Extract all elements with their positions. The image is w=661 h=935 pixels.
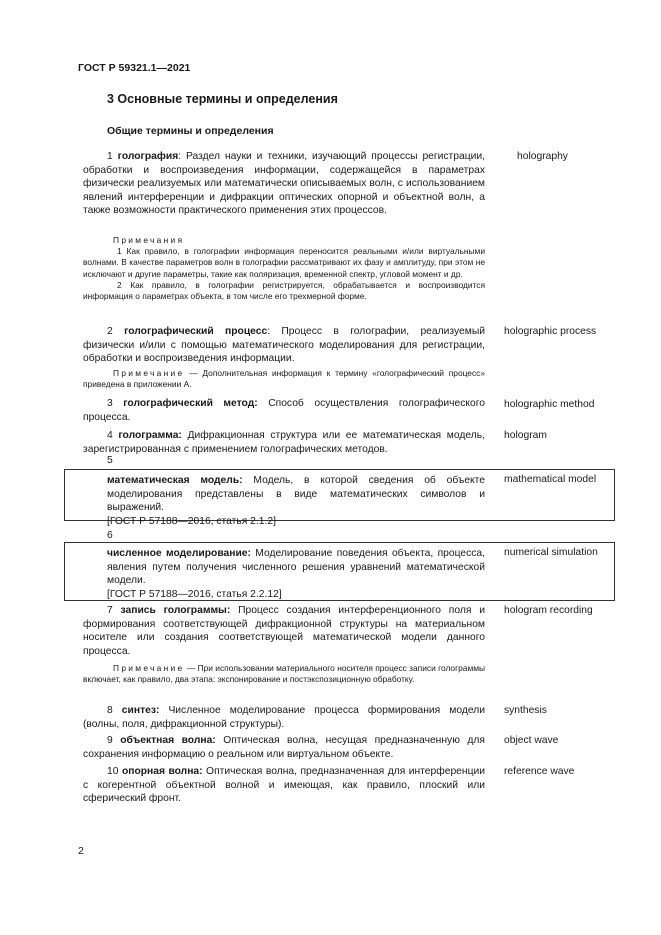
- page-number: 2: [78, 845, 84, 857]
- term-number: 8: [107, 705, 113, 716]
- term-1-english: holography: [517, 151, 568, 162]
- subsection-title: Общие термины и определения: [107, 125, 274, 137]
- term-1-definition: 1 голография: Раздел науки и техники, изучающий процессы регистрации, обработки и воспроизведения информации, содержащейся в параметрах физически реализуемых или математически описываемых волн, с использованием явлений интерференции и дифракции оптических опорной и объектной волн, а также возможности практического применения этих процессов.: [83, 151, 485, 217]
- note-term-7: Примечание — При использовании материального носителя процесс записи голограммы включает, как правило, два этапа: экспонирование и постэкспозиционную обработку.: [83, 663, 485, 685]
- term-name: запись голограммы:: [120, 605, 231, 616]
- term-text: Моделирование поведения объекта, процесса, явления путем получения численного решения уравнений математической модели.: [107, 548, 485, 587]
- term-name: голографический метод:: [123, 398, 258, 409]
- term-5-reference: [ГОСТ Р 57188—2016, статья 2.1.2]: [107, 515, 276, 527]
- term-text: Способ осуществления голографического процесса.: [83, 398, 485, 423]
- term-4-definition: [83, 429, 485, 456]
- term-8-definition: [83, 704, 485, 731]
- note-1: 1 Как правило, в голографии информация переносится реальными и/или виртуальными волнами. В качестве параметров волн в голографии рассматривают их фазу и амплитуду, при этом не исключают и другие параметры, такие как поляризация, временной спектр, угловой момент и др.: [83, 246, 485, 279]
- term-name: объектная волна:: [120, 735, 216, 746]
- term-10-definition: [83, 765, 485, 806]
- term-6-english: numerical simulation: [504, 547, 598, 558]
- term-name: голограмма:: [118, 430, 182, 441]
- notes-heading: Примечания: [113, 235, 185, 245]
- term-7-english: hologram recording: [504, 605, 593, 616]
- term-6-definition: [107, 547, 485, 601]
- term-2-definition: 2 голографический процесс: Процесс в голографии, реализуемый физически и/или с помощью математического моделирования для регистрации, обработки и воспроизведения информации.: [83, 326, 485, 365]
- term-name: математическая модель:: [107, 475, 243, 486]
- term-text: Оптическая волна, предназначенная для интерференции с когерентной объектной волной и имеющая, как правило, плоский или сферический фронт.: [83, 766, 485, 805]
- term-3-definition: [83, 397, 485, 424]
- note-2: 2 Как правило, в голографии регистрируется, обрабатывается и воспроизводится информация о параметрах объекта, в том числе его трехмерной форме.: [83, 279, 485, 302]
- term-number: 2: [107, 326, 113, 337]
- document-header: ГОСТ Р 59321.1—2021: [78, 62, 191, 74]
- note-label: Примечание: [113, 368, 185, 378]
- term-text: Дифракционная структура или ее математическая модель, зарегистрированная с применением голографических методов.: [83, 430, 485, 455]
- term-number: 7: [107, 605, 113, 616]
- term-9-english: object wave: [504, 735, 559, 746]
- term-name: численное моделирование:: [107, 548, 251, 559]
- term-5-definition: [107, 474, 485, 528]
- term-text: Раздел науки и техники, изучающий процессы регистрации, обработки и воспроизведения информации, содержащейся в параметрах физически реализуемых или математически описываемых волн, с использованием явлений интерференции и дифракции оптических опорной и объектной волн, а также возможности практического применения этих процессов.: [83, 151, 485, 217]
- section-title: 3 Основные термины и определения: [107, 92, 338, 106]
- term-6-number: 6: [107, 530, 113, 541]
- term-text: Оптическая волна, несущая предназначенную для сохранения информацию о реальном или виртуальном объекте.: [83, 735, 485, 760]
- term-text: Процесс создания интерференционного поля и формирования соответствующей дифракционной структуры на материальном носителе или создания соответствующей математической модели данного процесса.: [83, 605, 485, 657]
- term-3-english: holographic method: [504, 399, 595, 410]
- term-number: 1: [107, 151, 113, 162]
- term-text: Численное моделирование процесса формирования модели (волны, поля, дифракционной структуры).: [83, 705, 485, 730]
- term-10-english: reference wave: [504, 766, 575, 777]
- term-number: 10: [107, 766, 119, 777]
- term-text: Модель, в которой сведения об объекте моделирования представлены в виде математических символов и выражений.: [107, 475, 485, 514]
- term-5-english: mathematical model: [504, 474, 597, 485]
- term-number: 3: [107, 398, 113, 409]
- term-9-definition: [83, 734, 485, 761]
- term-2-english: holographic process: [504, 326, 597, 337]
- notes-block: [83, 235, 485, 302]
- term-7-definition: [83, 604, 485, 658]
- term-number: 4: [107, 430, 113, 441]
- term-5-number: 5: [107, 455, 113, 466]
- term-8-english: synthesis: [504, 705, 547, 716]
- term-4-english: hologram: [504, 430, 547, 441]
- term-name: синтез:: [121, 705, 160, 716]
- note-label: Примечание: [113, 663, 185, 673]
- term-text: Процесс в голографии, реализуемый физически и/или с помощью математического моделирования для регистрации, обработки и воспроизведения информации.: [83, 326, 485, 365]
- term-name: голография: [117, 151, 179, 162]
- term-number: 9: [107, 735, 113, 746]
- term-name: голографический процесс: [124, 326, 268, 337]
- note-term-2: Примечание — Дополнительная информация к термину «голографический процесс» приведена в приложении А.: [83, 368, 485, 390]
- term-6-reference: [ГОСТ Р 57188—2016, статья 2.2.12]: [107, 588, 282, 600]
- term-name: опорная волна:: [121, 766, 203, 777]
